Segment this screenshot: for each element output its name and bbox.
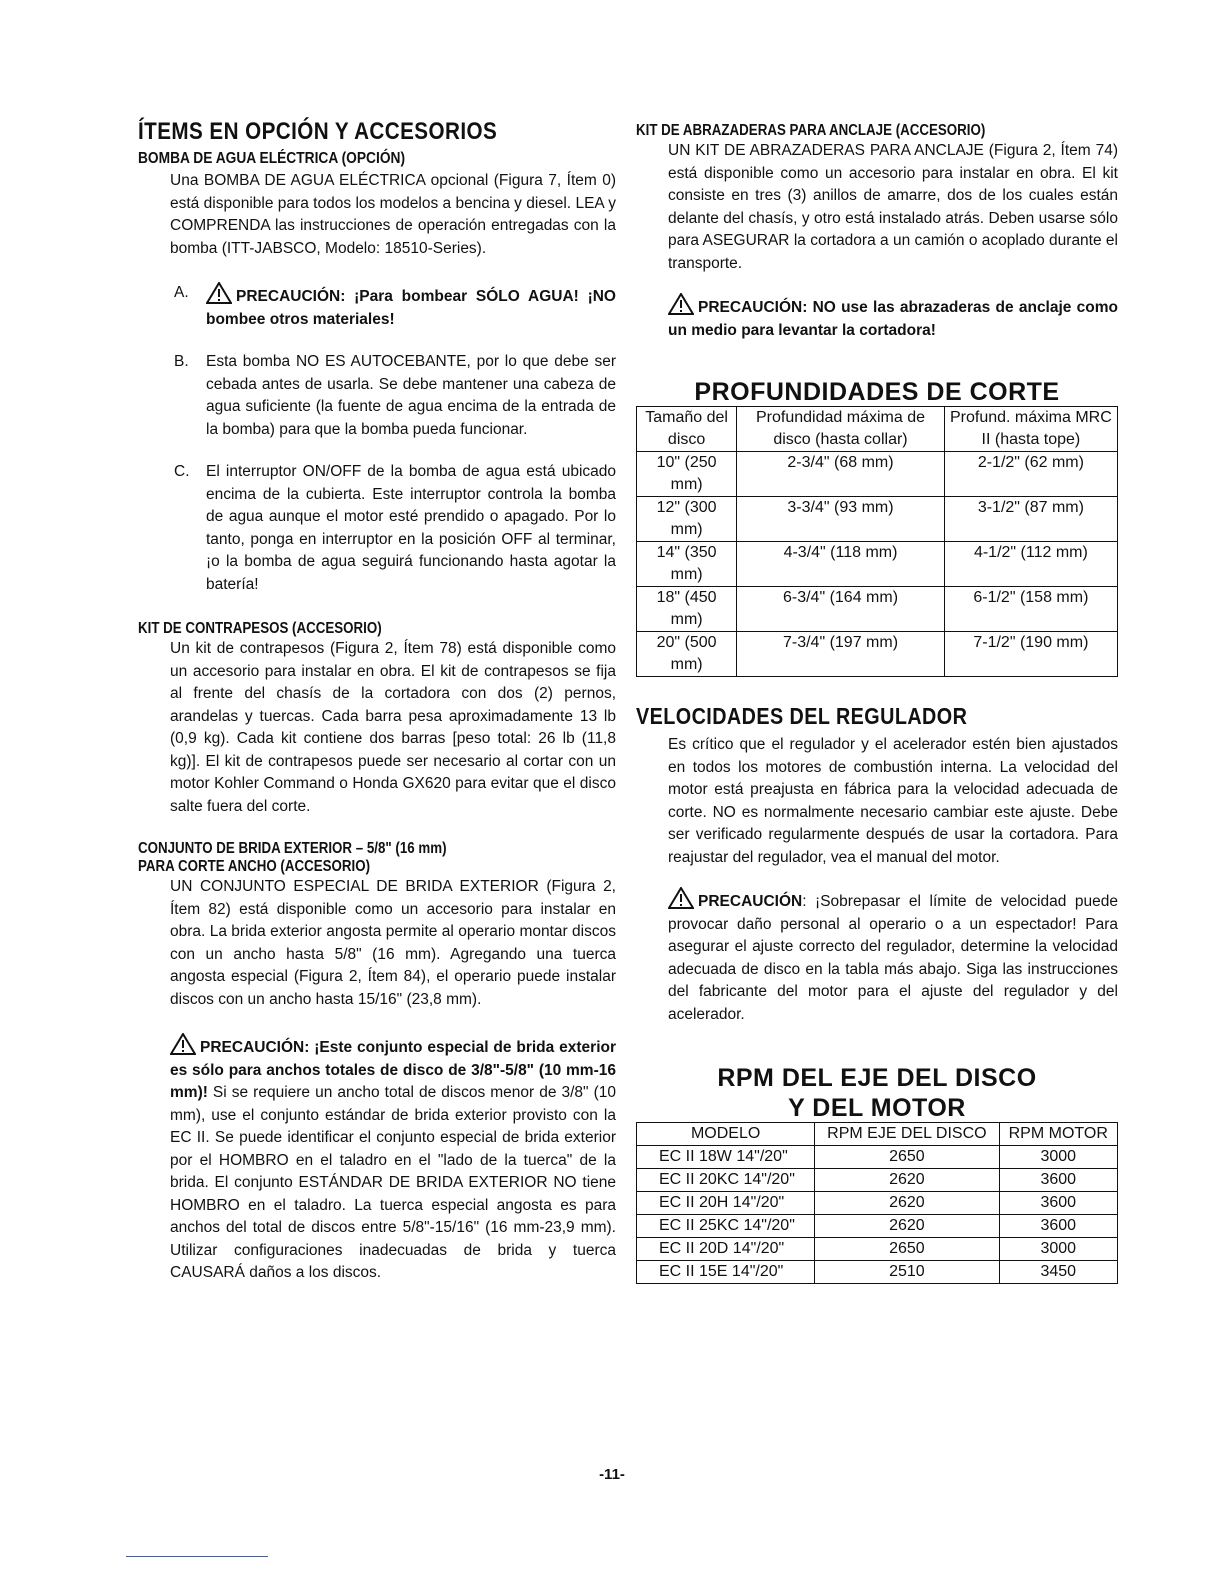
velocidades-text: Es crítico que el regulador y el acelerador estén bien ajustados en todos los motores de combustión interna. La velocidad del motor está preajusta en fábrica para la velocidad adecuada de corte. NO es normalmente necesario cambiar este ajuste. Debe ser verificado regularmente después de usar la cortadora. Para reajustar del regulador, vea el manual del motor. [668,736,1118,866]
page-number: -11- [599,1466,625,1483]
warning-icon [668,293,694,315]
table-cell: 3600 [999,1169,1117,1192]
table-cell: 3000 [999,1146,1117,1169]
header-rpm-motor: RPM MOTOR [999,1123,1117,1146]
header-profund-mrc: Profund. máxima MRC II (hasta tope) [944,407,1117,452]
table-cell: 7-3/4" (197 mm) [737,632,945,677]
table-row [637,1238,1118,1261]
table-row [637,1215,1118,1238]
item-a-warning: PRECAUCIÓN: ¡Para bombear SÓLO AGUA! ¡NO bombee otros materiales! [206,288,616,328]
brida-warning-bold: PRECAUCIÓN: ¡Este conjunto especial de brida exterior es sólo para anchos totales de disco de 3/8"-5/8" (10 mm-16 mm)! [170,1039,616,1101]
table-header-row [637,1123,1118,1146]
table-cell: EC II 18W 14"/20" [637,1146,815,1169]
table-cell: 18" (450 mm) [637,587,737,632]
warning-icon [206,282,232,304]
brida-warning [138,1033,616,1285]
table-cell: 7-1/2" (190 mm) [944,632,1117,677]
contrapesos-text: Un kit de contrapesos (Figura 2, Ítem 78) está disponible como un accesorio para instalar en obra. El kit de contrapesos se fija al frente del chasís de la cortadora con dos (2) pernos, arandelas y tuercas. Cada barra pesa aproximadamente 13 lb (0,9 kg). Cada kit contiene dos barras [peso total: 26 lb (11,8 kg)]. El kit de contrapesos puede ser necesario al cortar con un motor Kohler Command o Honda GX620 para evitar que el disco salte fuera del corte. [170,640,616,815]
table-cell: 4-3/4" (118 mm) [737,542,945,587]
table-row [637,632,1118,677]
table-cell: 20" (500 mm) [637,632,737,677]
table-cell: 12" (300 mm) [637,497,737,542]
rpm-table [636,1122,1118,1284]
bomba-item-c [138,461,616,596]
table-cell: 3000 [999,1238,1117,1261]
table-cell: 2650 [815,1238,999,1261]
table-cell: 3450 [999,1261,1117,1284]
table-cell: 2620 [815,1192,999,1215]
brida-warning-rest: Si se requiere un ancho total de discos menor de 3/8" (10 mm), use el conjunto estándar de brida exterior provisto con la EC II. Se puede identificar el conjunto especial de brida exterior por el HOMBRO en el taladro en el "lado de la tuerca" de la brida. El conjunto ESTÁNDAR DE BRIDA EXTERIOR NO tiene HOMBRO en el taladro. La tuerca especial angosta es para anchos del total de discos entre 5/8"-15/16" (16 mm-23,9 mm). Utilizar configuraciones inadecuadas de brida y tuerca CAUSARÁ daños a los discos. [170,1084,616,1281]
table-row [637,1192,1118,1215]
table-row [637,542,1118,587]
right-column [636,118,1118,1284]
table-cell: 6-3/4" (164 mm) [737,587,945,632]
velocidades-title: VELOCIDADES DEL REGULADOR [636,703,968,729]
table-cell: EC II 25KC 14"/20" [637,1215,815,1238]
section-title: ÍTEMS EN OPCIÓN Y ACCESORIOS [138,118,498,145]
table-cell: 2-1/2" (62 mm) [944,452,1117,497]
table-row [637,497,1118,542]
bomba-item-b [138,351,616,441]
header-rpm-eje: RPM EJE DEL DISCO [815,1123,999,1146]
table-cell: 4-1/2" (112 mm) [944,542,1117,587]
left-column [138,118,616,1285]
header-modelo: MODELO [637,1123,815,1146]
table-row [637,587,1118,632]
brida-heading-2: PARA CORTE ANCHO (ACCESORIO) [138,858,371,875]
abrazaderas-warning [636,293,1118,342]
item-b-text: Esta bomba NO ES AUTOCEBANTE, por lo que debe ser cebada antes de usarla. Se debe mantener una cabeza de agua suficiente (la fuente de agua encima de la entrada de la bomba) para que la bomba pueda funcionar. [206,353,616,438]
contrapesos-heading: KIT DE CONTRAPESOS (ACCESORIO) [138,620,382,637]
table-row [637,452,1118,497]
rpm-title-2: Y DEL MOTOR [788,1094,966,1122]
profundidades-table [636,406,1118,677]
item-a-text [206,282,616,331]
bomba-item-a [138,282,616,331]
table-row [637,1146,1118,1169]
table-cell: 3-3/4" (93 mm) [737,497,945,542]
warning-icon [170,1033,196,1055]
item-c-label: C. [174,463,190,480]
profundidades-title: PROFUNDIDADES DE CORTE [694,378,1060,406]
warning-icon [668,887,694,909]
header-tamano: Tamaño del disco [637,407,737,452]
bomba-heading: BOMBA DE AGUA ELÉCTRICA (OPCIÓN) [138,150,406,167]
item-a-label: A. [174,284,189,301]
table-cell: 2510 [815,1261,999,1284]
table-cell: 3600 [999,1192,1117,1215]
header-profundidad: Profundidad máxima de disco (hasta collar) [737,407,945,452]
table-cell: 6-1/2" (158 mm) [944,587,1117,632]
table-cell: EC II 15E 14"/20" [637,1261,815,1284]
table-cell: 10" (250 mm) [637,452,737,497]
abrazaderas-warning-text: PRECAUCIÓN: NO use las abrazaderas de anclaje como un medio para levantar la cortadora! [668,299,1118,339]
table-cell: EC II 20KC 14"/20" [637,1169,815,1192]
table-cell: 14" (350 mm) [637,542,737,587]
table-cell: 2620 [815,1215,999,1238]
bomba-text: Una BOMBA DE AGUA ELÉCTRICA opcional (Figura 7, Ítem 0) está disponible para todos los modelos a bencina y diesel. LEA y COMPRENDA las instrucciones de operación entregadas con la bomba (ITT-JABSCO, Modelo: 18510-Series). [170,172,616,257]
rpm-title-1: RPM DEL EJE DEL DISCO [717,1064,1037,1092]
table-cell: 2-3/4" (68 mm) [737,452,945,497]
brida-heading-1: CONJUNTO DE BRIDA EXTERIOR – 5/8" (16 mm) [138,840,447,857]
table-cell: EC II 20D 14"/20" [637,1238,815,1261]
velocidades-warning [636,887,1118,1026]
item-c-text: El interruptor ON/OFF de la bomba de agua está ubicado encima de la cubierta. Este interruptor controla la bomba de agua aunque el motor esté prendido o apagado. Por lo tanto, ponga en interruptor en la posición OFF al terminar, ¡o la bomba de agua seguirá funcionando hasta agotar la batería! [206,463,616,593]
abrazaderas-heading: KIT DE ABRAZADERAS PARA ANCLAJE (ACCESORIO) [636,122,986,139]
abrazaderas-text: UN KIT DE ABRAZADERAS PARA ANCLAJE (Figura 2, Ítem 74) está disponible como un accesorio para instalar en obra. El kit consiste en tres (3) anillos de amarre, dos de los cuales están delante del chasís, y otro está instalado atrás. Deben usarse sólo para ASEGURAR la cortadora a un camión o acoplado durante el transporte. [668,142,1118,272]
table-header-row [637,407,1118,452]
table-cell: 3-1/2" (87 mm) [944,497,1117,542]
table-row [637,1261,1118,1284]
table-cell: 3600 [999,1215,1117,1238]
table-row [637,1169,1118,1192]
item-b-label: B. [174,353,189,370]
table-cell: 2650 [815,1146,999,1169]
brida-text: UN CONJUNTO ESPECIAL DE BRIDA EXTERIOR (Figura 2, Ítem 82) está disponible como un accesorio para instalar en obra. La brida exterior angosta permite al operario montar discos con un ancho hasta 5/8" (16 mm). Agregando una tuerca angosta especial (Figura 2, Ítem 84), el operario puede instalar discos con un ancho hasta 15/16" (23,8 mm). [170,878,616,1008]
velocidades-warning-label: PRECAUCIÓN [698,893,803,910]
table-cell: 2620 [815,1169,999,1192]
velocidades-warning-text: : ¡Sobrepasar el límite de velocidad puede provocar daño personal al operario o a un espectador! Para asegurar el ajuste correcto del regulador, determine la velocidad adecuada de disco en la tabla más abajo. Siga las instrucciones del fabricante del motor para el ajuste del regulador y del acelerador. [668,893,1118,1023]
table-cell: EC II 20H 14"/20" [637,1192,815,1215]
footer-line [126,1556,268,1557]
